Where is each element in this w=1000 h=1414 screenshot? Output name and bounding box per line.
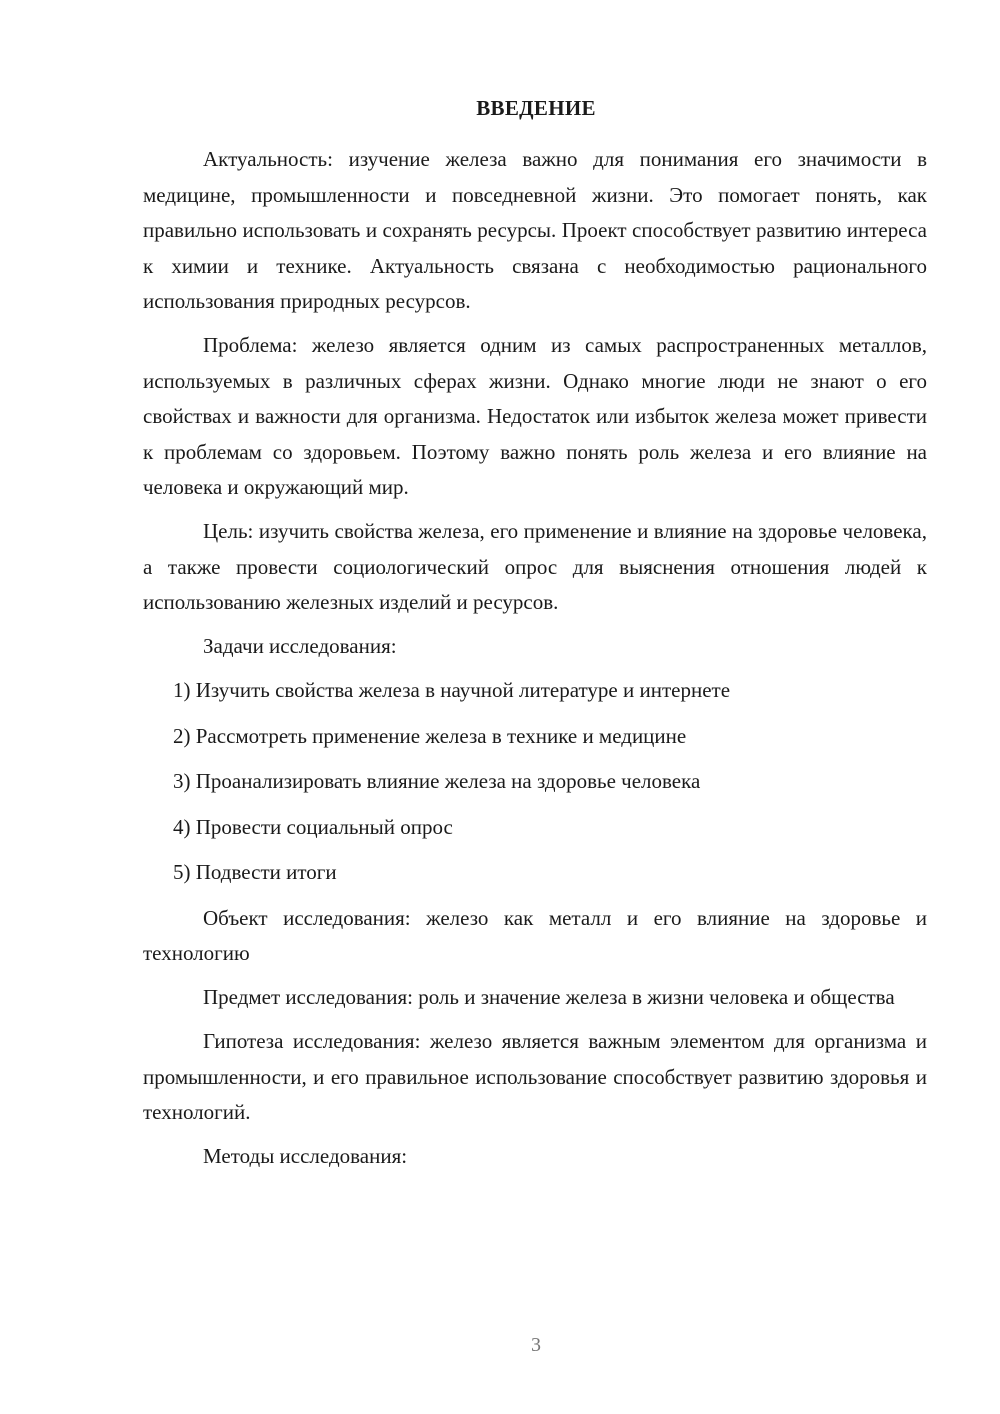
task-item-3: 3) Проанализировать влияние железа на здоровье человека: [173, 769, 701, 793]
paragraph-problem: Проблема: железо является одним из самых распространенных металлов, используемых в различных сферах жизни. Однако многие люди не знают о его свойствах и важности для организма. Недостаток или избыток железа может привести к проблемам со здоровьем. Поэтому важно понять роль железа и его влияние на человека и окружающий мир.: [143, 333, 927, 499]
paragraph-relevance: Актуальность: изучение железа важно для понимания его значимости в медицине, промышленности и повседневной жизни. Это помогает понять, как правильно использовать и сохранять ресурсы. Проект способствует развитию интереса к химии и технике. Актуальность связана с необходимостью рационального использования природных ресурсов.: [143, 147, 927, 313]
page-title: ВВЕДЕНИЕ: [476, 96, 596, 120]
paragraph-object: Объект исследования: железо как металл и его влияние на здоровье и технологию: [143, 905, 927, 965]
task-item-4: 4) Провести социальный опрос: [173, 814, 453, 839]
document-body: [143, 142, 927, 1183]
paragraph-goal: Цель: изучить свойства железа, его применение и влияние на здоровье человека, а также провести социологический опрос для выяснения отношения людей к использованию железных изделий и ресурсов.: [143, 519, 927, 614]
paragraph-hypothesis: Гипотеза исследования: железо является важным элементом для организма и промышленности, и его правильное использование способствует развитию здоровья и технологий.: [143, 1029, 927, 1124]
paragraph-subject: Предмет исследования: роль и значение железа в жизни человека и общества: [203, 985, 895, 1009]
page-number: 3: [531, 1334, 541, 1356]
tasks-list: [143, 673, 927, 891]
task-item-2: 2) Рассмотреть применение железа в технике и медицине: [173, 723, 687, 748]
task-item-1: 1) Изучить свойства железа в научной литературе и интернете: [173, 678, 731, 702]
methods-heading: Методы исследования:: [203, 1144, 408, 1168]
tasks-heading: Задачи исследования:: [203, 634, 397, 658]
task-item-5: 5) Подвести итоги: [173, 860, 337, 884]
